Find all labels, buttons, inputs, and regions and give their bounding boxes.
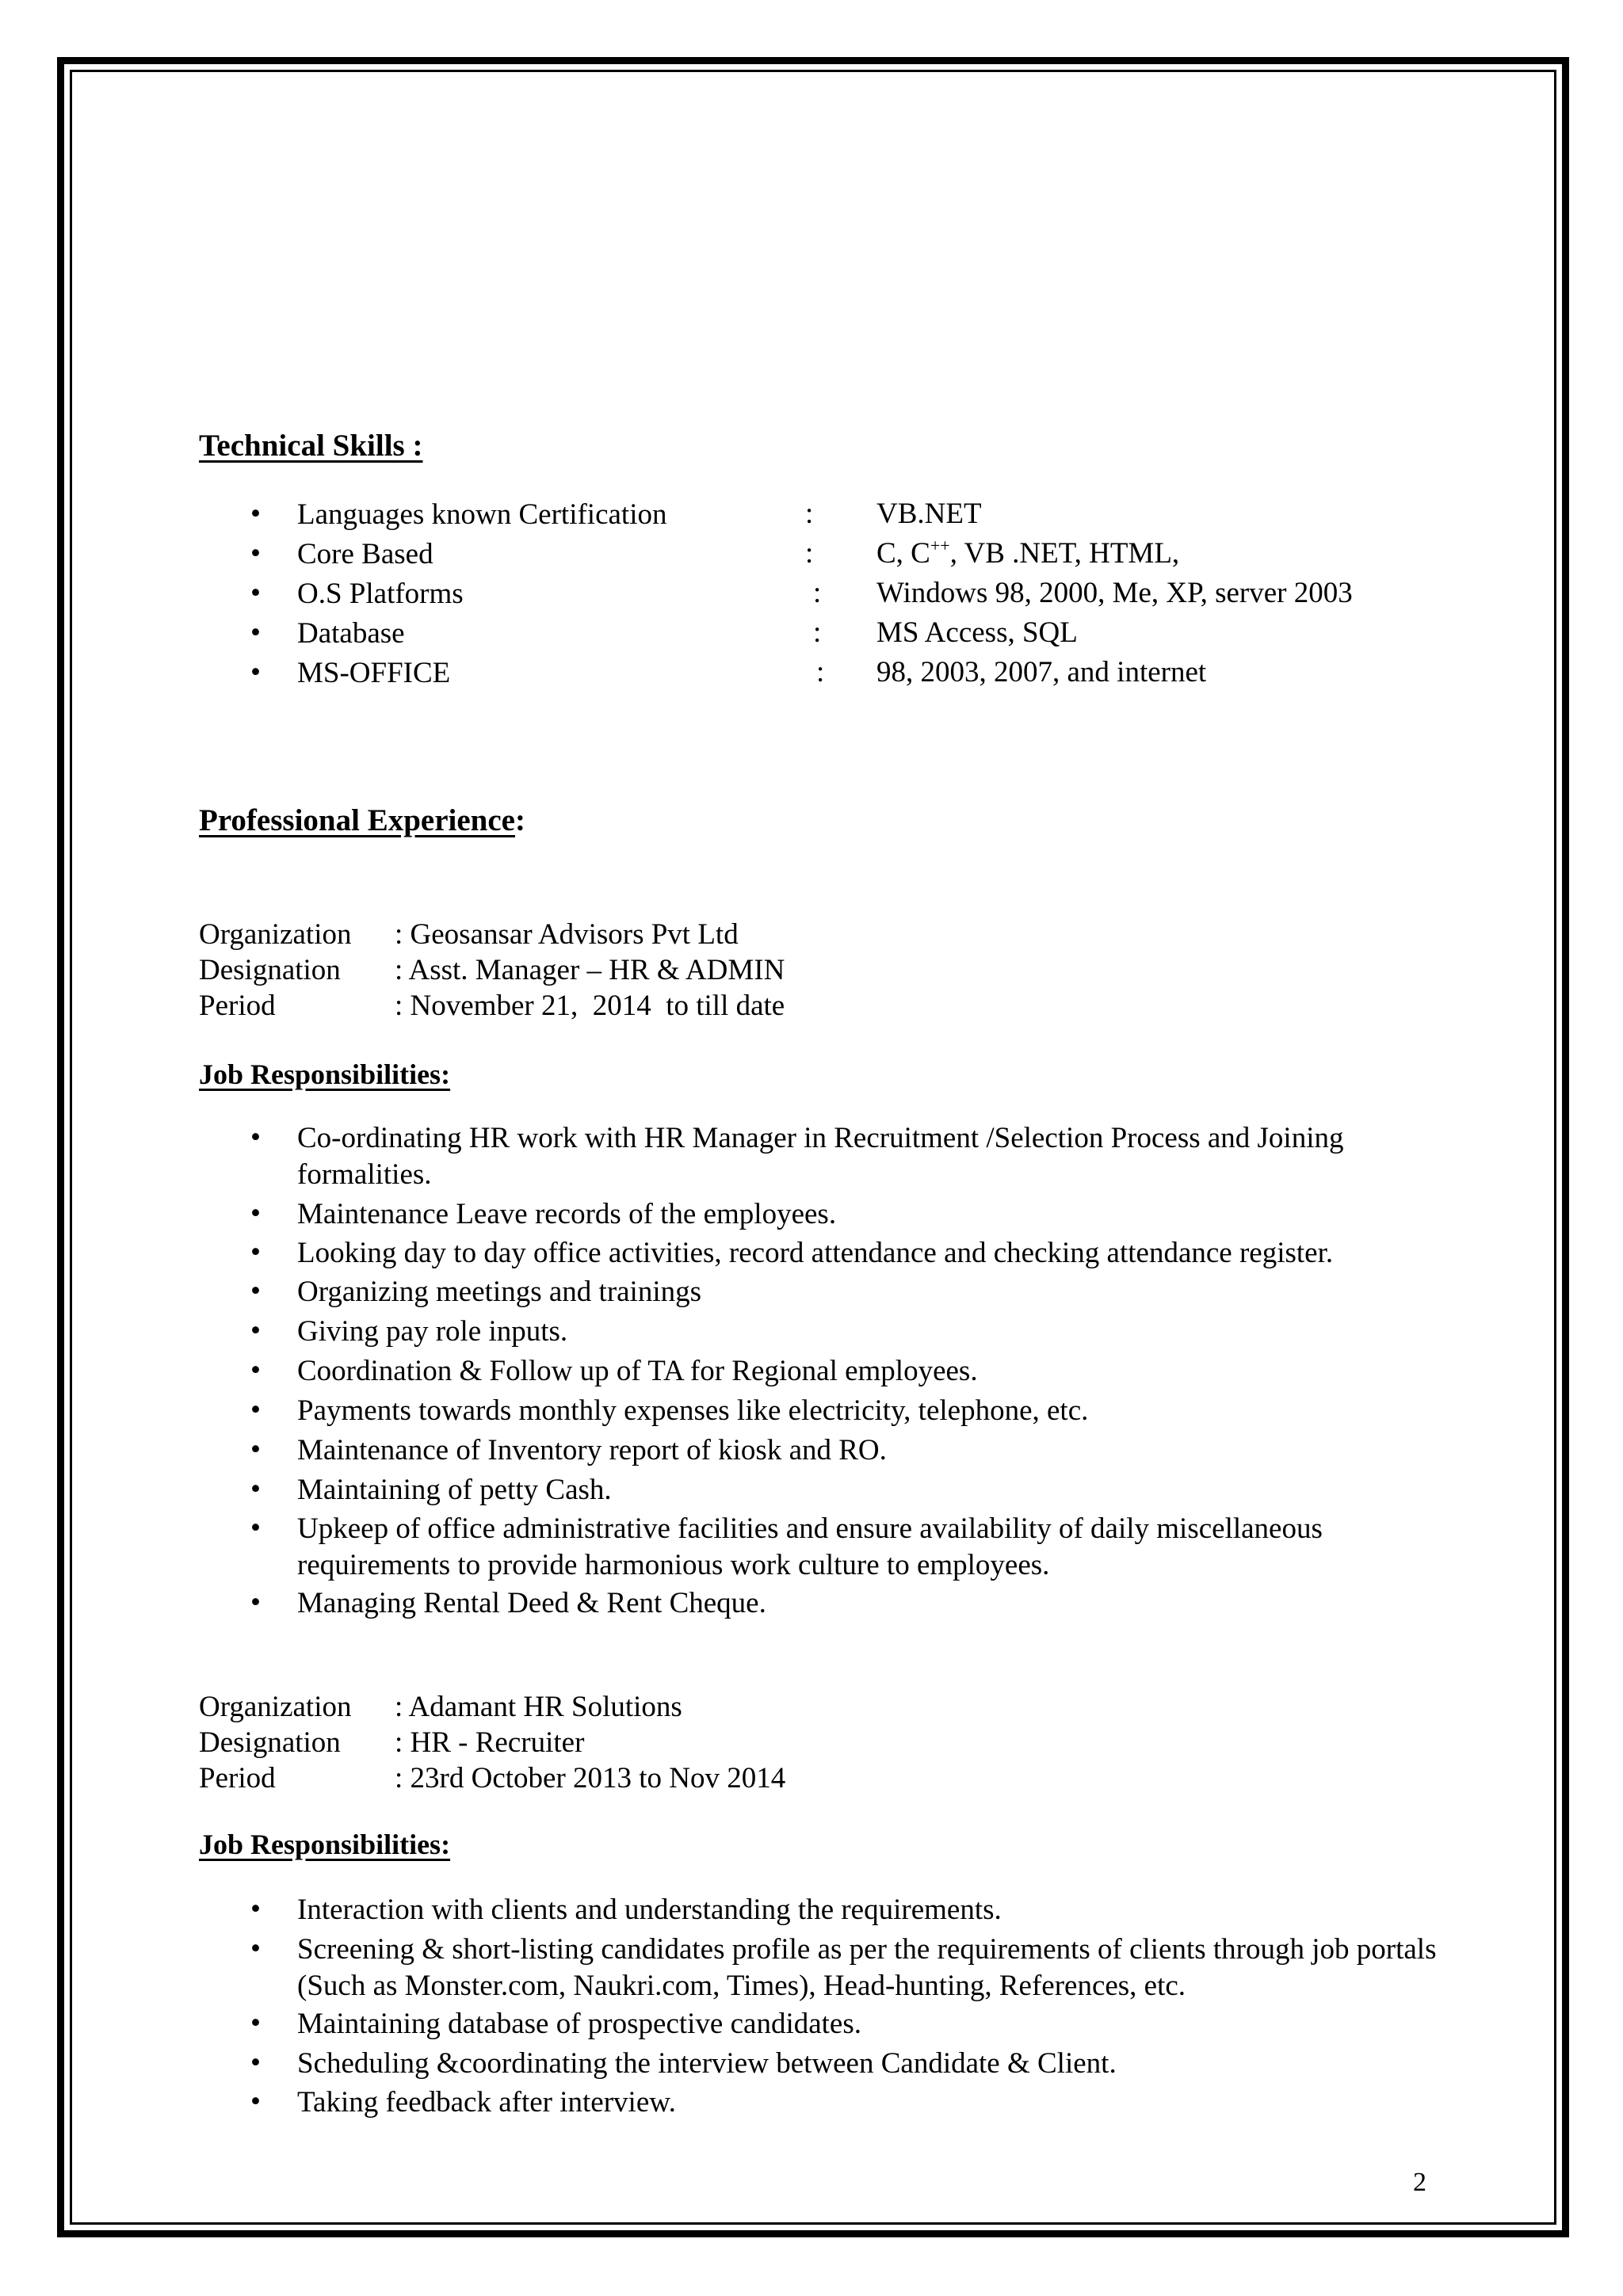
bullet-icon: •	[250, 656, 261, 688]
organization-value: : Adamant HR Solutions	[395, 1691, 682, 1723]
bullet-icon: •	[250, 1275, 261, 1307]
bullet-icon: •	[250, 1121, 261, 1154]
bullet-icon: •	[250, 1197, 261, 1230]
bullet-icon: •	[250, 1932, 261, 1965]
list-item-text: Coordination & Follow up of TA for Regional employees.	[297, 1355, 978, 1387]
bullet-icon: •	[250, 1433, 261, 1466]
skill-separator: :	[816, 656, 825, 688]
skill-value: Windows 98, 2000, Me, XP, server 2003	[876, 577, 1353, 609]
skill-separator: :	[813, 577, 822, 609]
skill-value: MS Access, SQL	[876, 616, 1078, 649]
skill-separator: :	[805, 498, 814, 530]
list-item-text: Giving pay role inputs.	[297, 1315, 568, 1348]
skill-label: Languages known Certification	[297, 498, 667, 531]
job-responsibilities-heading: Job Responsibilities:	[199, 1058, 451, 1090]
skill-label: O.S Platforms	[297, 578, 464, 610]
bullet-icon: •	[250, 1512, 261, 1544]
list-item-text: Maintenance of Inventory report of kiosk and RO.	[297, 1434, 887, 1466]
skill-value: C, C++, VB .NET, HTML,	[876, 536, 1180, 570]
organization-label: Organization	[199, 918, 352, 951]
skill-separator: :	[805, 537, 814, 570]
skill-value: 98, 2003, 2007, and internet	[876, 656, 1207, 688]
bullet-icon: •	[250, 2007, 261, 2039]
bullet-icon: •	[250, 616, 261, 649]
bullet-icon: •	[250, 2085, 261, 2118]
list-item-text: Maintaining database of prospective candidates.	[297, 2008, 861, 2040]
period-value: : 23rd October 2013 to Nov 2014	[395, 1762, 786, 1794]
technical-skills-heading-text: Technical Skills :	[199, 429, 423, 463]
page-number: 2	[1413, 2168, 1426, 2197]
list-item-text: Organizing meetings and trainings	[297, 1276, 702, 1308]
period-label: Period	[199, 1762, 276, 1794]
bullet-icon: •	[250, 1586, 261, 1619]
job-responsibilities-heading: Job Responsibilities:	[199, 1829, 451, 1860]
designation-label: Designation	[199, 954, 341, 986]
list-item-text: Interaction with clients and understanding the requirements.	[297, 1894, 1002, 1926]
designation-value: : Asst. Manager – HR & ADMIN	[395, 954, 785, 986]
heading-colon: :	[514, 803, 525, 837]
technical-skills-heading	[199, 428, 422, 463]
designation-label: Designation	[199, 1726, 341, 1759]
list-item-text: Looking day to day office activities, record attendance and checking attendance register.	[297, 1237, 1334, 1269]
period-value: : November 21, 2014 to till date	[395, 990, 785, 1022]
professional-experience-heading-text: Professional Experience	[199, 803, 515, 837]
professional-experience-heading	[199, 803, 525, 838]
list-item-text: Maintenance Leave records of the employees.	[297, 1198, 837, 1230]
bullet-icon: •	[250, 1473, 261, 1505]
list-item-text: Upkeep of office administrative facilities and ensure availability of daily miscellaneous requirements to provide harmonious work culture to employees.	[297, 1512, 1323, 1581]
skill-label: Core Based	[297, 538, 433, 570]
bullet-icon: •	[250, 1314, 261, 1347]
bullet-icon: •	[250, 1394, 261, 1426]
list-item-text: Maintaining of petty Cash.	[297, 1474, 612, 1506]
skill-value: VB.NET	[876, 498, 982, 530]
organization-value: : Geosansar Advisors Pvt Ltd	[395, 918, 739, 951]
bullet-icon: •	[250, 1893, 261, 1925]
skill-separator: :	[813, 616, 822, 649]
list-item-text: Payments towards monthly expenses like electricity, telephone, etc.	[297, 1394, 1089, 1427]
list-item-text: Scheduling &coordinating the interview between Candidate & Client.	[297, 2047, 1117, 2080]
bullet-icon: •	[250, 1236, 261, 1268]
list-item-text: Managing Rental Deed & Rent Cheque.	[297, 1587, 766, 1619]
period-label: Period	[199, 990, 276, 1022]
bullet-icon: •	[250, 1354, 261, 1386]
bullet-icon: •	[250, 577, 261, 609]
bullet-icon: •	[250, 498, 261, 530]
bullet-icon: •	[250, 2046, 261, 2079]
organization-label: Organization	[199, 1691, 352, 1723]
list-item-text: Taking feedback after interview.	[297, 2086, 676, 2119]
skill-label: Database	[297, 617, 405, 650]
list-item-text: Co-ordinating HR work with HR Manager in Recruitment /Selection Process and Joining formalities.	[297, 1122, 1344, 1191]
list-item-text: Screening & short-listing candidates profile as per the requirements of clients through job portals (Such as Monster.com, Naukri.com, Times), Head-hunting, References, etc.	[297, 1933, 1437, 2002]
bullet-icon: •	[250, 537, 261, 570]
skill-label: MS-OFFICE	[297, 657, 451, 689]
designation-value: : HR - Recruiter	[395, 1726, 585, 1759]
